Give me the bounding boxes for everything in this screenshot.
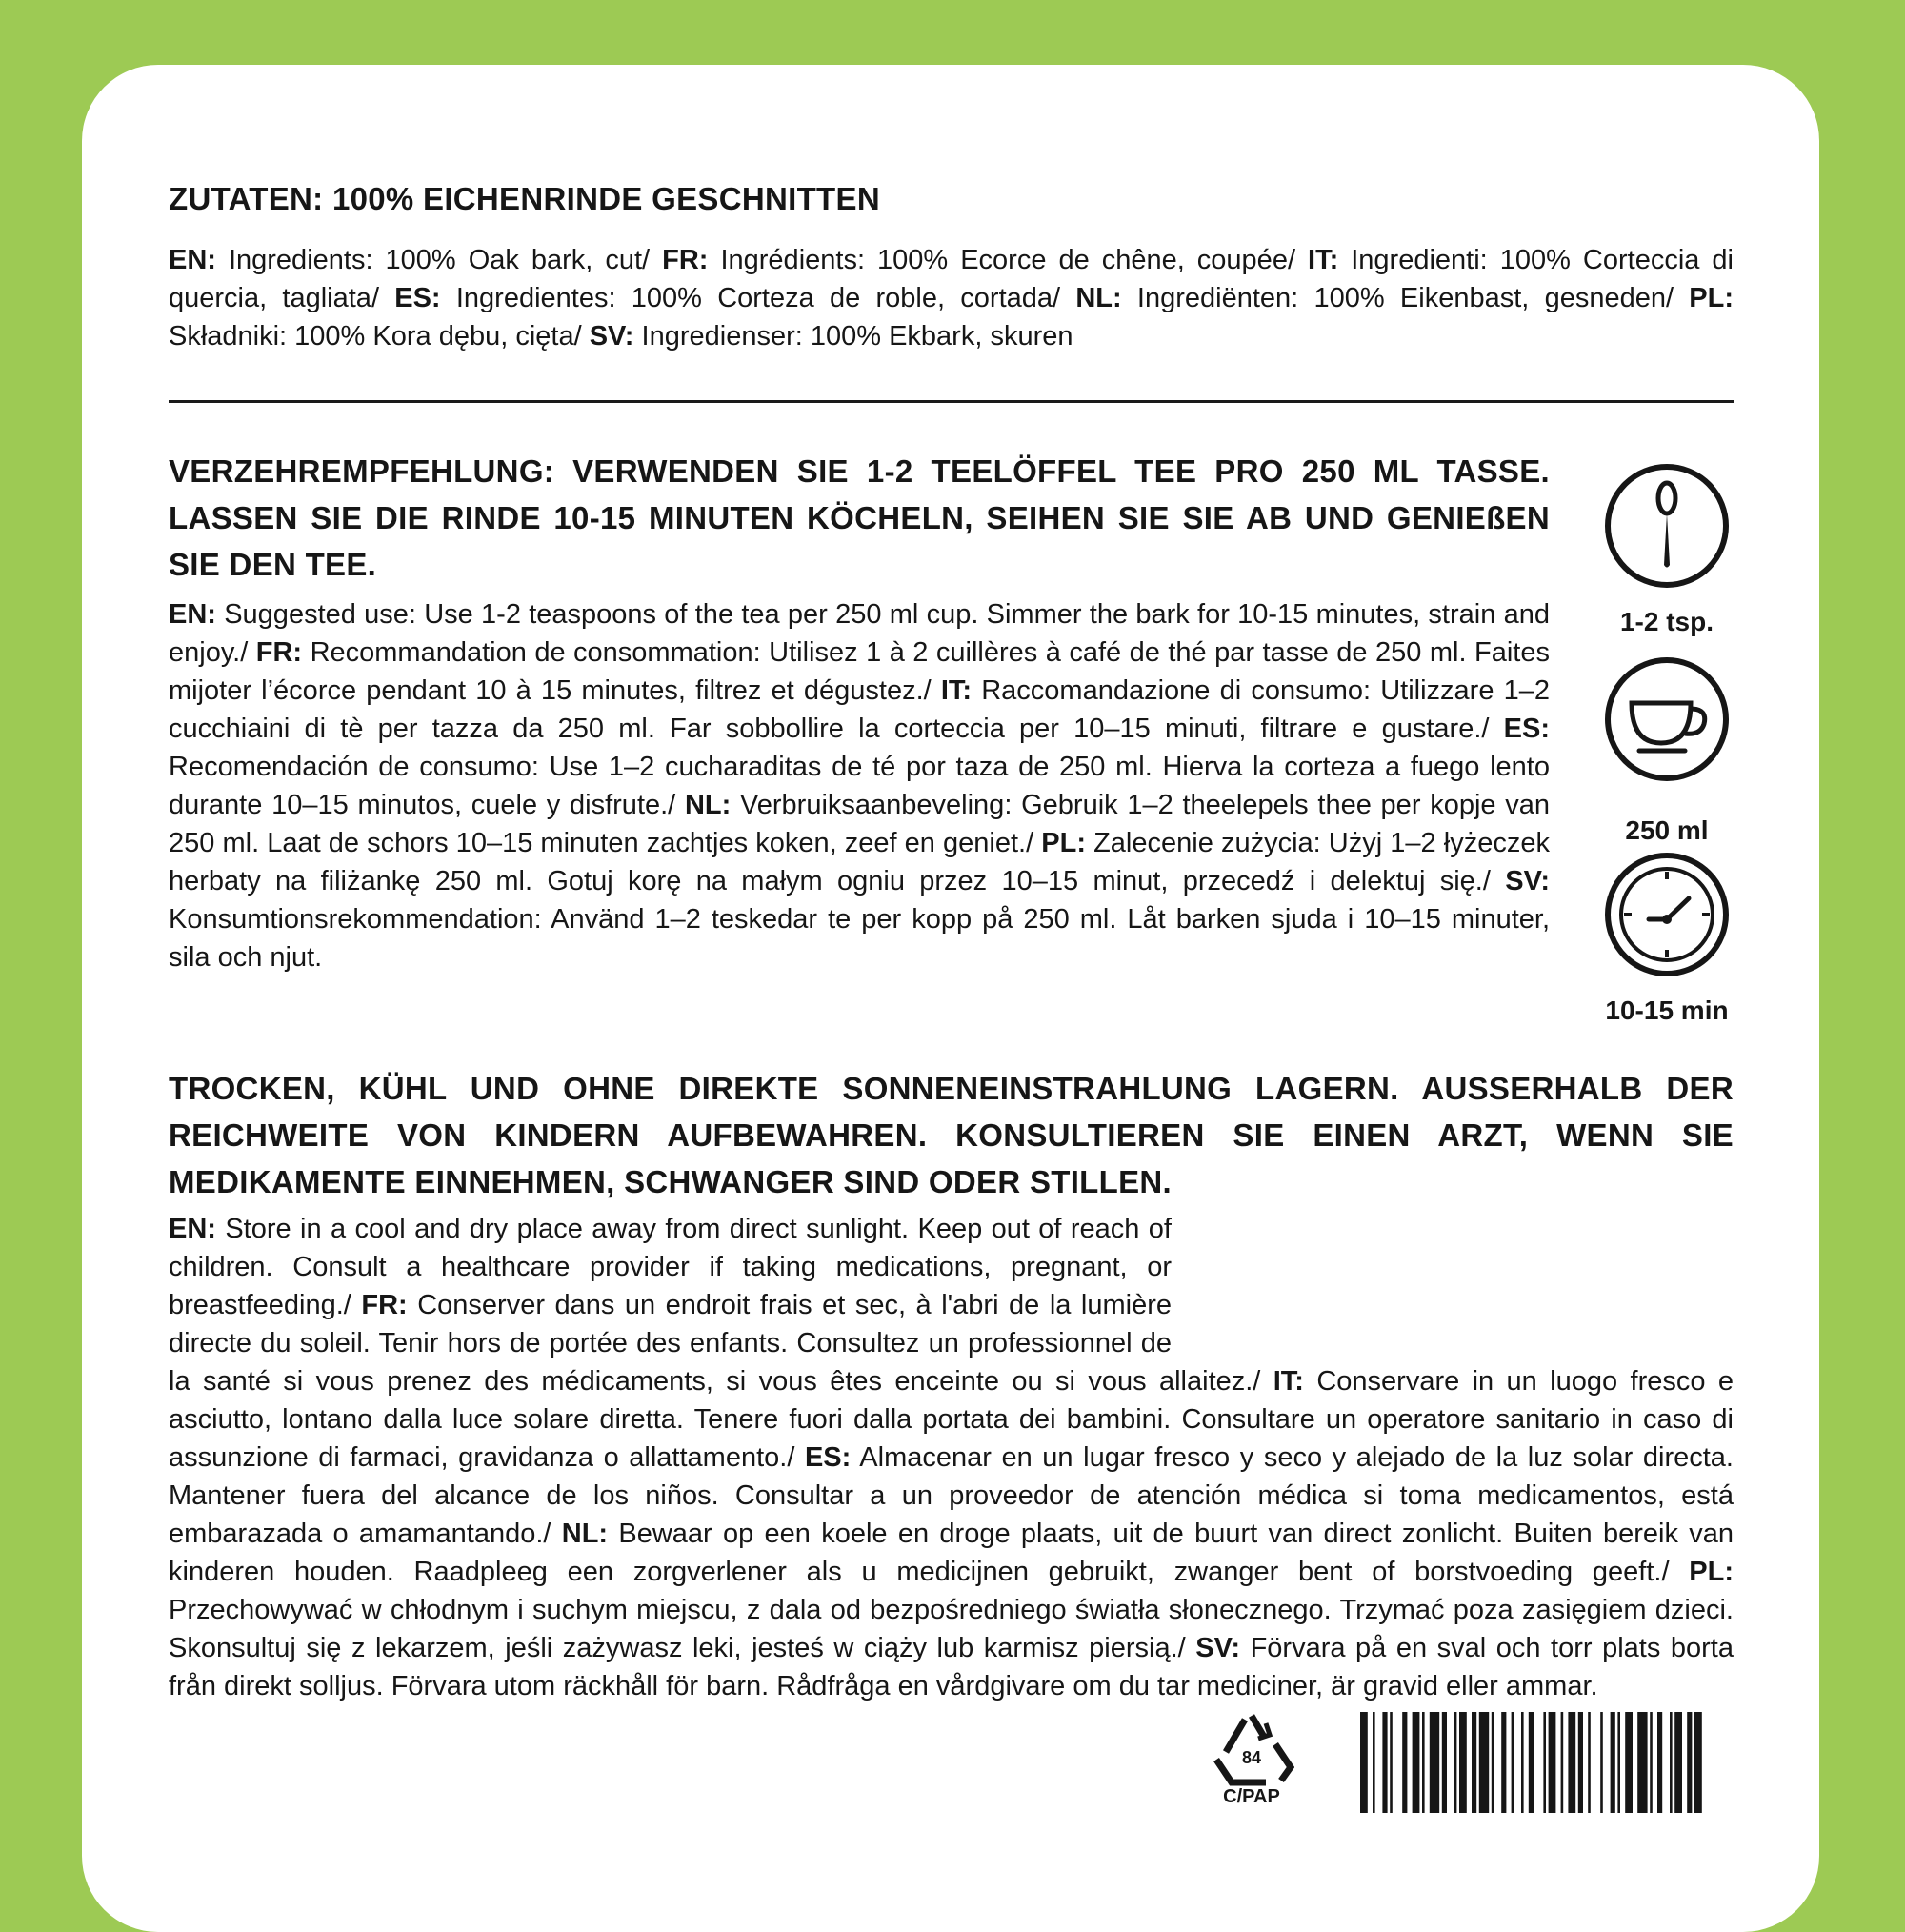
- barcode-bar: [1413, 1712, 1420, 1813]
- translation-text: Conserver dans un endroit frais et sec, à l'abri de la lumière directe du soleil. Tenir hors de portée des enfants. Consultez un professionnel de la santé si vous prenez des médicaments, si vous êtes enceinte ou si vous allaitez./: [169, 1290, 1273, 1397]
- barcode-bar: [1588, 1712, 1591, 1813]
- barcode-bar: [1674, 1712, 1682, 1813]
- barcode-bar: [1578, 1712, 1583, 1813]
- barcode-bar: [1625, 1712, 1633, 1813]
- clock-icon: [1603, 851, 1731, 978]
- barcode-bar: [1600, 1712, 1603, 1813]
- language-code: SV:: [589, 321, 634, 352]
- language-code: FR:: [255, 637, 303, 668]
- translation-text: Ingrédients: 100% Ecorce de chêne, coupée/: [708, 245, 1309, 275]
- language-code: FR:: [361, 1290, 408, 1320]
- language-code: IT:: [1273, 1366, 1304, 1397]
- barcode-bar: [1442, 1712, 1447, 1813]
- language-code: ES:: [394, 283, 441, 313]
- language-code: NL:: [684, 790, 732, 820]
- usage-heading: VERZEHREMPFEHLUNG: VERWENDEN SIE 1-2 TEELÖFFEL TEE PRO 250 ML TASSE. LASSEN SIE DIE RINDE 10-15 MINUTEN KÖCHELN, SEIHEN SIE SIE AB UND GENIEßEN SIE DEN TEE.: [169, 453, 1550, 582]
- recycling-mark: [1204, 1710, 1299, 1808]
- translation-text: Ingredienti: 100% Corteccia di quercia, tagliata/: [169, 245, 1734, 313]
- clock-label: 10-15 min: [1605, 996, 1729, 1025]
- barcode-bar: [1472, 1712, 1476, 1813]
- translation-text: Przechowywać w chłodnym i suchym miejscu, z dala od bezpośredniego światła słonecznego. Trzymać poza zasięgiem dzieci. Skonsultuj się z lekarzem, jeśli zażywasz leki, jesteś w ciąży lub karmisz piersią./: [169, 1595, 1734, 1663]
- language-code: EN:: [169, 599, 216, 630]
- language-code: PL:: [1689, 283, 1734, 313]
- translation-text: Zalecenie zużycia: Użyj 1–2 łyżeczek herbaty na filiżankę 250 ml. Gotuj korę na małym ogniu przez 10–15 minut, przecedź i delektuj się./: [169, 828, 1550, 896]
- barcode-bar: [1670, 1712, 1673, 1813]
- recycling-number: 84: [1241, 1748, 1262, 1767]
- barcode-bar: [1529, 1712, 1534, 1813]
- barcode-bar: [1360, 1712, 1368, 1813]
- ingredients-translations: [169, 241, 1734, 355]
- storage-translations: [169, 1210, 1734, 1705]
- barcode-bar: [1611, 1712, 1615, 1813]
- barcode-bar: [1430, 1712, 1439, 1813]
- translation-text: Składniki: 100% Kora dębu, cięta/: [169, 321, 590, 352]
- translation-text: Ingredienser: 100% Ekbark, skuren: [633, 321, 1073, 352]
- recycling-code: C/PAP: [1223, 1786, 1280, 1807]
- cup-icon: [1603, 655, 1731, 783]
- language-code: NL:: [561, 1519, 609, 1549]
- translation-text: Förvara på en sval och torr plats borta från direkt solljus. Förvara utom räckhåll för barn. Rådfråga en vårdgivare om du tar mediciner, är gravid eller ammar.: [169, 1633, 1734, 1701]
- usage-translations: [169, 595, 1550, 976]
- barcode-bar: [1687, 1712, 1692, 1813]
- translation-text: Conservare in un luogo fresco e asciutto, lontano dalla luce solare diretta. Tenere fuori dalla portata dei bambini. Consultare un operatore sanitario in caso di assunzione di farmaci, gravidanza o allattamento./: [169, 1366, 1734, 1473]
- language-code: NL:: [1075, 283, 1122, 313]
- translation-text: Ingrediënten: 100% Eikenbast, gesneden/: [1121, 283, 1690, 313]
- translation-text: Ingredientes: 100% Corteza de roble, cortada/: [440, 283, 1076, 313]
- barcode-bar: [1492, 1712, 1494, 1813]
- language-code: EN:: [169, 245, 216, 275]
- language-code: SV:: [1505, 866, 1550, 896]
- barcode-bar: [1512, 1712, 1514, 1813]
- spoon-icon: [1603, 462, 1731, 590]
- translation-text: Ingredients: 100% Oak bark, cut/: [215, 245, 663, 275]
- spoon-indicator: [1591, 462, 1743, 637]
- barcode-bar: [1454, 1712, 1457, 1813]
- barcode-bar: [1543, 1712, 1546, 1813]
- language-code: FR:: [662, 245, 709, 275]
- cup-indicator: [1591, 655, 1743, 846]
- language-code: PL:: [1041, 828, 1086, 858]
- translation-text: Konsumtionsrekommendation: Använd 1–2 teskedar te per kopp på 250 ml. Låt barken sjuda i 10–15 minuter, sila och njut.: [169, 904, 1550, 973]
- barcode-bar: [1459, 1712, 1467, 1813]
- barcode-icon: [1360, 1712, 1734, 1813]
- translation-text: Store in a cool and dry place away from direct sunlight. Keep out of reach of children. Consult a healthcare provider if taking medications, pregnant, or breastfeeding./: [169, 1214, 1172, 1320]
- barcode-bar: [1694, 1712, 1702, 1813]
- barcode-bar: [1637, 1712, 1647, 1813]
- language-code: SV:: [1195, 1633, 1241, 1663]
- language-code: PL:: [1689, 1557, 1734, 1587]
- barcode-bar: [1479, 1712, 1489, 1813]
- barcode-bar: [1657, 1712, 1662, 1813]
- barcode-bar: [1390, 1712, 1393, 1813]
- barcode-bar: [1561, 1712, 1564, 1813]
- barcode-bar: [1549, 1712, 1556, 1813]
- translation-text: Raccomandazione di consumo: Utilizzare 1–2 cucchiaini di tè per tazza da 250 ml. Far sobbollire la corteccia per 10–15 minuti, filtrare e gustare./: [169, 675, 1550, 744]
- barcode-bar: [1422, 1712, 1425, 1813]
- barcode-bar: [1402, 1712, 1407, 1813]
- barcode-bar: [1650, 1712, 1653, 1813]
- translation-text: Recomendación de consumo: Use 1–2 cucharaditas de té por taza de 250 ml. Hierva la corteza a fuego lento durante 10–15 minutos, cuele y disfrute./: [169, 752, 1550, 820]
- cup-label: 250 ml: [1625, 815, 1709, 845]
- language-code: ES:: [804, 1442, 852, 1473]
- barcode-bar: [1617, 1712, 1620, 1813]
- section-divider: [169, 400, 1734, 403]
- barcode-bar: [1373, 1712, 1375, 1813]
- translation-text: Verbruiksaanbeveling: Gebruik 1–2 theelepels thee per kopje van 250 ml. Laat de schors 10–15 minuten zachtjes koken, zeef en geniet./: [169, 790, 1550, 858]
- language-code: ES:: [1503, 714, 1550, 744]
- spoon-label: 1-2 tsp.: [1619, 607, 1714, 636]
- recycling-icon: [1209, 1710, 1294, 1786]
- clock-indicator: [1591, 851, 1743, 1026]
- barcode-bar: [1382, 1712, 1387, 1813]
- language-code: EN:: [169, 1214, 216, 1244]
- language-code: IT:: [1308, 245, 1339, 275]
- translation-text: Recommandation de consommation: Utilisez 1 à 2 cuillères à café de thé par tasse de 250 ml. Faites mijoter l’écorce pendant 10 à 15 minutes, filtrez et dégustez./: [169, 637, 1550, 706]
- ingredients-heading: ZUTATEN: 100% EICHENRINDE GESCHNITTEN: [169, 181, 880, 216]
- language-code: IT:: [940, 675, 973, 706]
- translation-text: Almacenar en un lugar fresco y seco y alejado de la luz solar directa. Mantener fuera del alcance de los niños. Consultar a un proveedor de atención médica si toma medicamentos, está embarazada o amamantando./: [169, 1442, 1734, 1549]
- storage-heading: TROCKEN, KÜHL UND OHNE DIREKTE SONNENEINSTRAHLUNG LAGERN. AUSSERHALB DER REICHWEITE VON KINDERN AUFBEWAHREN. KONSULTIEREN SIE EINEN ARZT, WENN SIE MEDIKAMENTE EINNEHMEN, SCHWANGER SIND ODER STILLEN.: [169, 1071, 1734, 1199]
- translation-text: Bewaar op een koele en droge plaats, uit de buurt van direct zonlicht. Buiten bereik van kinderen houden. Raadpleeg een zorgverlener als u medicijnen gebruikt, zwanger bent of borstvoeding geeft./: [169, 1519, 1735, 1587]
- barcode-bar: [1568, 1712, 1575, 1813]
- barcode-bar: [1521, 1712, 1524, 1813]
- barcode-bar: [1501, 1712, 1506, 1813]
- layout-spacer: [1172, 1210, 1734, 1362]
- translation-text: Suggested use: Use 1-2 teaspoons of the tea per 250 ml cup. Simmer the bark for 10-15 minutes, strain and enjoy./: [169, 599, 1550, 668]
